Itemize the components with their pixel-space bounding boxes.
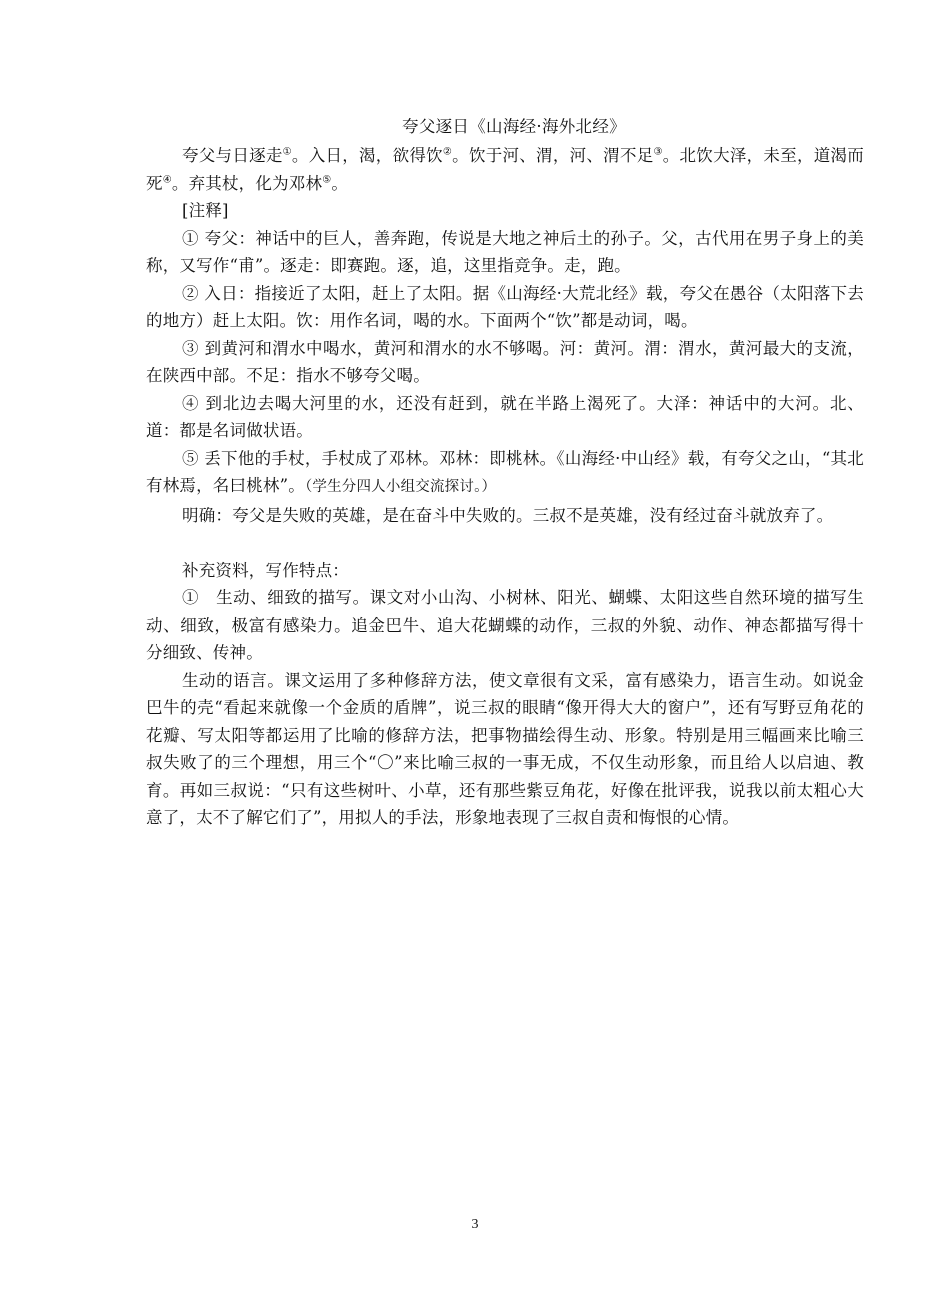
classical-text-paragraph xyxy=(146,142,864,197)
footnote-ref-2: ② xyxy=(442,146,453,158)
text-fragment: 。入日，渴，欲得饮 xyxy=(291,146,443,165)
note-5 xyxy=(146,445,864,502)
text-fragment: 。弃其杖，化为邓林 xyxy=(171,173,323,193)
writing-point-2: 生动的语言。课文运用了多种修辞方法，使文章很有文采，富有感染力，语言生动。如说金巴牛的壳“看起来就像一个金质的盾牌”，说三叔的眼睛“像开得大大的窗户”，还有写野豆角花的花瓣、写太阳等都运用了比喻的修辞方法，把事物描绘得生动、形象。特别是用三幅画来比喻三叔失败了的三个理想，用三个“〇”来比喻三叔的一事无成，不仅生动形象，而且给人以启迪、教育。再如三叔说：“只有这些树叶、小草，还有那些紫豆角花，好像在批评我，说我以前太粗心大意了，太不了解它们了”，用拟人的手法，形象地表现了三叔自责和悔恨的心情。 xyxy=(146,670,864,827)
note-2: ② 入日：指接近了太阳，赶上了太阳。据《山海经·大荒北经》载，夸父在愚谷（太阳落下去的地方）赶上太阳。饮：用作名词，喝的水。下面两个“饮”都是动词，喝。 xyxy=(146,283,864,330)
text-fragment: 夸父与日逐走 xyxy=(182,146,283,165)
note-5-activity: （学生分四人小组交流探讨。） xyxy=(304,479,497,495)
supplement-heading: 补充资料，写作特点： xyxy=(182,560,349,580)
blank-line xyxy=(146,529,864,557)
text-fragment: 。 xyxy=(331,173,349,193)
footnote-ref-1: ① xyxy=(282,146,292,158)
note-4: ④ 到北边去喝大河里的水，还没有赶到，就在半路上渴死了。大泽：神话中的大河。北、道：都是名词做状语。 xyxy=(146,393,864,440)
footnote-ref-4: ④ xyxy=(162,174,172,185)
note-3: ③ 到黄河和渭水中喝水，黄河和渭水的水不够喝。河：黄河。渭：渭水，黄河最大的支流，在陕西中部。不足：指水不够夸父喝。 xyxy=(146,338,864,385)
document-page xyxy=(146,112,864,832)
page-number: 3 xyxy=(471,1217,479,1232)
page-title: 夸父逐日《山海经·海外北经》 xyxy=(402,117,626,136)
footnote-ref-5: ⑤ xyxy=(322,174,332,185)
writing-point-1: ① 生动、细致的描写。课文对小山沟、小树林、阳光、蝴蝶、太阳这些自然环境的描写生动、细致，极富有感染力。追金巴牛、追大花蝴蝶的动作，三叔的外貌、动作、神态都描写得十分细致、传神。 xyxy=(146,588,864,662)
text-fragment: 。北饮大泽，未至，道渴而死 xyxy=(146,146,864,193)
footnote-ref-3: ③ xyxy=(653,146,663,158)
note-1: ① 夸父：神话中的巨人，善奔跑，传说是大地之神后土的孙子。父，古代用在男子身上的美称，又写作“甫”。逐走：即赛跑。逐，追，这里指竞争。走，跑。 xyxy=(146,228,864,275)
note-5-text: ⑤ 丢下他的手杖，手杖成了邓林。邓林：即桃林。《山海经·中山经》载，有夸父之山，“其北有林焉，名曰桃林”。 xyxy=(146,448,864,495)
notes-heading: [注释] xyxy=(182,201,229,220)
clarification-paragraph: 明确：夸父是失败的英雄，是在奋斗中失败的。三叔不是英雄，没有经过奋斗就放弃了。 xyxy=(182,505,834,525)
text-fragment: 。饮于河、渭，河、渭不足 xyxy=(452,146,654,165)
